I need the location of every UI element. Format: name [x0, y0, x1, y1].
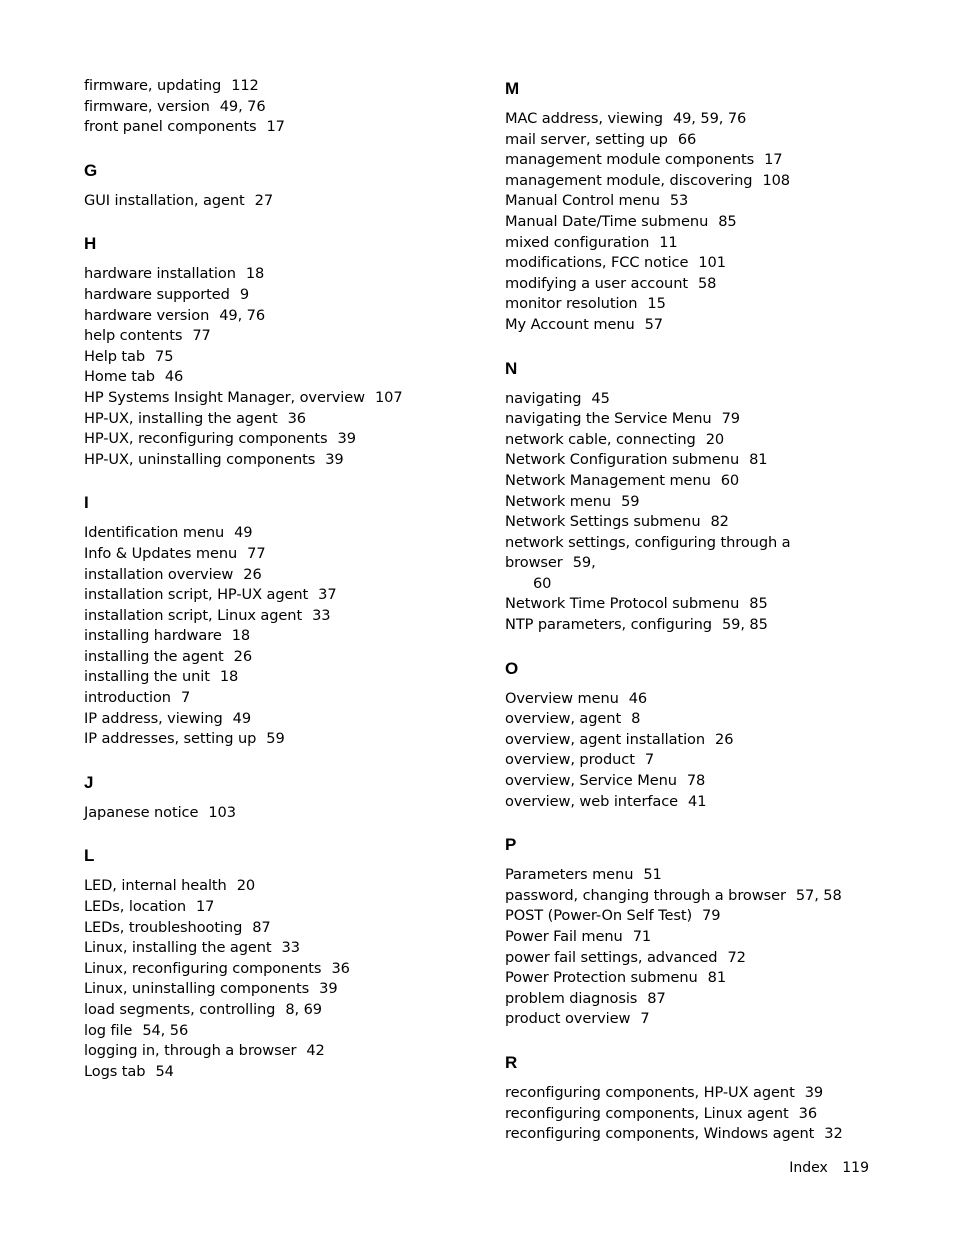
index-term: Info & Updates menu — [84, 544, 238, 562]
index-page-refs: 87 — [252, 918, 271, 936]
index-entry-power-fail-menu — [505, 927, 885, 948]
section-letter-heading: R — [505, 1052, 518, 1072]
index-term: reconfiguring components, HP-UX agent — [505, 1083, 795, 1101]
section-letter-heading: L — [84, 846, 95, 866]
index-page-refs: 59 — [621, 492, 640, 510]
index-page-refs: 7 — [180, 689, 191, 707]
index-term: navigating the Service Menu — [505, 410, 712, 428]
index-entry-list — [84, 523, 464, 750]
index-entry-overview-agent-installation — [505, 730, 885, 751]
index-entry-overview-agent — [505, 709, 885, 730]
index-entry-installation-script-hp-ux-agent — [84, 585, 464, 606]
section-letter-heading: N — [505, 358, 518, 378]
index-term: logging in, through a browser — [84, 1042, 297, 1060]
index-entry-linux-reconfiguring-components — [84, 959, 464, 980]
index-section-o — [505, 658, 885, 813]
index-section-l — [84, 845, 464, 1082]
index-entry-overview-product — [505, 750, 885, 771]
index-entry-monitor-resolution — [505, 294, 885, 315]
index-term: Linux, uninstalling components — [84, 980, 310, 998]
index-term: My Account menu — [505, 315, 635, 333]
index-term: LED, internal health — [84, 877, 227, 895]
footer-page-number: 119 — [842, 1160, 869, 1176]
index-page-refs: 18 — [245, 265, 265, 283]
index-term: problem diagnosis — [505, 989, 638, 1007]
index-term: mixed configuration — [505, 233, 650, 251]
index-term: network cable, connecting — [505, 430, 696, 448]
index-term: HP-UX, reconfiguring components — [84, 430, 328, 448]
index-term: installing the unit — [84, 668, 210, 686]
index-entry-installation-overview — [84, 565, 464, 586]
index-page-refs-continued: 60 — [533, 574, 552, 592]
index-page-refs: 54 — [155, 1062, 174, 1080]
index-term: overview, agent — [505, 710, 622, 728]
index-term: Network Configuration submenu — [505, 451, 740, 469]
index-entry-logs-tab — [84, 1062, 464, 1083]
index-page-refs: 18 — [231, 627, 251, 645]
index-entry-installing-the-agent — [84, 647, 464, 668]
index-entry-list — [505, 389, 885, 636]
index-entry-log-file — [84, 1021, 464, 1042]
index-term: Manual Control menu — [505, 192, 660, 210]
index-entry-network-configuration-submenu — [505, 450, 885, 471]
index-section-j — [84, 772, 464, 824]
index-page-refs: 39 — [319, 980, 338, 998]
index-page-refs: 26 — [715, 730, 734, 748]
index-page-refs: 39 — [325, 450, 344, 468]
index-entry-network-management-menu — [505, 471, 885, 492]
index-page-refs: 45 — [591, 389, 610, 407]
index-entry-gui-installation-agent — [84, 191, 464, 212]
index-entry-password-changing-through-a-browser — [505, 886, 885, 907]
section-letter-heading: H — [84, 234, 97, 254]
index-term: LEDs, location — [84, 898, 186, 916]
index-term: MAC address, viewing — [505, 110, 663, 127]
index-term: Manual Date/Time submenu — [505, 212, 709, 230]
index-page-refs: 66 — [677, 130, 697, 148]
index-page-refs: 103 — [208, 803, 236, 821]
index-entry-installing-hardware — [84, 626, 464, 647]
index-entry-info-updates-menu — [84, 544, 464, 565]
index-term: NTP parameters, configuring — [505, 616, 712, 634]
index-section-g — [84, 160, 464, 212]
index-page-refs: 87 — [647, 989, 666, 1007]
index-term: management module components — [505, 151, 755, 169]
index-page-refs: 57 — [644, 315, 663, 333]
index-entry-post-power-on-self-test — [505, 906, 885, 927]
index-entry-list — [84, 803, 464, 824]
index-section-h — [84, 233, 464, 470]
index-term: Linux, reconfiguring components — [84, 959, 322, 977]
index-entry-overview-web-interface — [505, 792, 885, 813]
index-page-refs: 57, 58 — [795, 886, 842, 904]
index-page-refs: 7 — [640, 1010, 650, 1028]
section-letter-heading: P — [505, 835, 517, 855]
index-page-refs: 8, 69 — [285, 1001, 322, 1018]
index-term: log file — [84, 1021, 133, 1039]
index-section-f-continued — [84, 76, 464, 138]
index-entry-mail-server-setting-up — [505, 130, 885, 151]
index-page-refs: 39 — [337, 430, 356, 448]
index-term: Home tab — [84, 368, 155, 386]
index-entry-list — [84, 876, 464, 1082]
index-page-refs: 39 — [804, 1083, 824, 1101]
index-page-refs: 27 — [254, 191, 274, 209]
index-term: installing the agent — [84, 647, 224, 665]
index-page-refs: 11 — [659, 233, 678, 251]
index-page-refs: 58 — [697, 274, 717, 292]
index-page-refs: 7 — [644, 751, 655, 769]
index-page-refs: 36 — [798, 1104, 818, 1122]
index-entry-load-segments-controlling — [84, 1000, 464, 1021]
index-page-refs: 49 — [232, 709, 252, 727]
index-page-refs: 32 — [824, 1125, 843, 1143]
index-page-refs: 15 — [647, 295, 666, 313]
index-entry-led-internal-health — [84, 876, 464, 897]
index-entry-parameters-menu — [505, 865, 885, 886]
index-entry-network-time-protocol-submenu — [505, 594, 885, 615]
index-page-refs: 108 — [762, 171, 790, 189]
index-section-m — [505, 78, 885, 336]
index-page-refs: 49, 76 — [219, 97, 266, 115]
index-entry-modifications-fcc-notice — [505, 253, 885, 274]
index-entry-installation-script-linux-agent — [84, 606, 464, 627]
index-entry-modifying-a-user-account — [505, 274, 885, 295]
index-page-refs: 46 — [628, 689, 648, 707]
index-term: Logs tab — [84, 1062, 146, 1080]
index-entry-problem-diagnosis — [505, 989, 885, 1010]
index-page-refs: 101 — [698, 254, 726, 272]
index-page-refs: 59 — [266, 730, 285, 748]
index-page-refs: 59, 85 — [721, 616, 768, 634]
index-page-refs: 77 — [192, 327, 211, 345]
index-entry-hp-ux-installing-the-agent — [84, 409, 464, 430]
index-term: Parameters menu — [505, 866, 634, 884]
index-page-refs: 79 — [721, 410, 740, 428]
index-section-r — [505, 1052, 885, 1145]
index-page-refs: 17 — [764, 151, 783, 169]
index-entry-my-account-menu — [505, 315, 885, 336]
index-term: firmware, version — [84, 97, 210, 115]
index-term: installing hardware — [84, 627, 222, 645]
index-entry-home-tab — [84, 367, 464, 388]
index-term: overview, Service Menu — [505, 772, 677, 790]
index-term: Power Fail menu — [505, 928, 623, 945]
index-page-refs: 49 — [234, 524, 253, 542]
index-entry-reconfiguring-components-windows-agent — [505, 1124, 885, 1145]
index-term: POST (Power-On Self Test) — [505, 907, 693, 925]
index-term: LEDs, troubleshooting — [84, 918, 243, 936]
index-term: HP-UX, uninstalling components — [84, 450, 316, 468]
index-page-refs: 9 — [239, 285, 250, 303]
index-entry-mixed-configuration — [505, 233, 885, 254]
index-entry-reconfiguring-components-hp-ux-agent — [505, 1083, 885, 1104]
footer-section-label: Index — [789, 1160, 828, 1176]
index-entry-linux-uninstalling-components — [84, 979, 464, 1000]
index-entry-network-cable-connecting — [505, 430, 885, 451]
index-page-refs: 78 — [686, 772, 706, 790]
index-term: load segments, controlling — [84, 1001, 276, 1018]
index-page-refs: 53 — [669, 192, 689, 210]
section-letter-heading: M — [505, 79, 520, 98]
index-page-refs: 37 — [318, 586, 337, 604]
index-entry-manual-date-time-submenu — [505, 212, 885, 233]
index-page-refs: 60 — [720, 471, 740, 489]
index-page-refs: 72 — [727, 948, 746, 966]
index-entry-list — [505, 109, 885, 336]
index-page-refs: 85 — [749, 595, 768, 613]
index-page-refs: 77 — [247, 544, 266, 562]
index-entry-management-module-discovering — [505, 171, 885, 192]
index-page-refs: 20 — [236, 877, 256, 895]
section-letter-heading: G — [84, 160, 98, 180]
index-page-refs: 17 — [195, 898, 215, 916]
index-entry-network-menu — [505, 492, 885, 513]
index-entry-overview-service-menu — [505, 771, 885, 792]
index-term: hardware installation — [84, 265, 236, 283]
index-entry-linux-installing-the-agent — [84, 938, 464, 959]
index-entry-overview-menu — [505, 689, 885, 710]
index-term: Linux, installing the agent — [84, 939, 272, 957]
index-page-refs: 49, 76 — [219, 306, 266, 324]
index-page-refs: 42 — [306, 1042, 325, 1060]
index-entry-list — [84, 76, 464, 138]
index-term: reconfiguring components, Linux agent — [505, 1104, 789, 1122]
index-term: Japanese notice — [84, 803, 199, 821]
index-term: modifying a user account — [505, 274, 688, 292]
index-entry-help-tab — [84, 347, 464, 368]
index-entry-navigating-the-service-menu — [505, 409, 885, 430]
index-term: overview, web interface — [505, 792, 679, 810]
index-entry-product-overview — [505, 1009, 885, 1030]
index-entry-hardware-version — [84, 306, 464, 327]
index-entry-mac-address-viewing — [505, 109, 885, 130]
index-term: password, changing through a browser — [505, 886, 786, 904]
index-page-refs: 71 — [632, 928, 652, 945]
index-page-refs: 79 — [702, 907, 721, 925]
index-term: HP-UX, installing the agent — [84, 409, 278, 427]
index-entry-japanese-notice — [84, 803, 464, 824]
index-entry-installing-the-unit — [84, 667, 464, 688]
index-term: front panel components — [84, 118, 257, 136]
index-column-left — [84, 76, 464, 1082]
index-term: navigating — [505, 389, 582, 407]
index-entry-hp-ux-reconfiguring-components — [84, 429, 464, 450]
index-entry-ip-addresses-setting-up — [84, 729, 464, 750]
index-term: mail server, setting up — [505, 130, 668, 148]
index-page-refs: 17 — [266, 118, 285, 136]
index-section-i — [84, 492, 464, 750]
index-term: Identification menu — [84, 524, 225, 542]
index-entry-reconfiguring-components-linux-agent — [505, 1104, 885, 1125]
index-page-refs: 46 — [164, 368, 184, 386]
index-term: installation script, HP-UX agent — [84, 586, 309, 604]
index-section-p — [505, 834, 885, 1030]
index-term: IP addresses, setting up — [84, 730, 257, 748]
index-entry-firmware-version — [84, 97, 464, 118]
index-entry-list — [505, 1083, 885, 1145]
index-entry-list — [84, 264, 464, 470]
index-entry-power-fail-settings-advanced — [505, 948, 885, 969]
index-term: modifications, FCC notice — [505, 254, 689, 272]
index-entry-leds-troubleshooting — [84, 918, 464, 939]
index-entry-hardware-installation — [84, 264, 464, 285]
index-term: hardware version — [84, 306, 210, 324]
index-page-refs: 51 — [643, 866, 662, 884]
index-term: Network Time Protocol submenu — [505, 595, 740, 613]
index-entry-logging-in-through-a-browser — [84, 1041, 464, 1062]
index-term: Network menu — [505, 492, 612, 510]
index-column-right — [505, 78, 885, 1145]
index-page-refs: 85 — [718, 212, 737, 230]
index-term: HP Systems Insight Manager, overview — [84, 388, 365, 406]
index-term: hardware supported — [84, 285, 230, 303]
index-entry-manual-control-menu — [505, 191, 885, 212]
index-term: monitor resolution — [505, 295, 638, 313]
index-term: Network Settings submenu — [505, 513, 701, 531]
index-term: Network Management menu — [505, 471, 711, 489]
index-entry-list — [505, 689, 885, 813]
index-page-refs: 49, 59, 76 — [672, 110, 747, 127]
index-term: IP address, viewing — [84, 709, 223, 727]
index-term: firmware, updating — [84, 77, 222, 94]
index-entry-network-settings-configuring-through-a-browser — [505, 533, 885, 595]
index-page-refs: 59, — [572, 554, 596, 572]
index-page-refs: 41 — [688, 792, 707, 810]
index-entry-leds-location — [84, 897, 464, 918]
index-entry-power-protection-submenu — [505, 968, 885, 989]
index-page-refs: 112 — [231, 77, 259, 94]
index-entry-navigating — [505, 389, 885, 410]
index-page-refs: 33 — [312, 606, 331, 624]
index-page-refs: 81 — [707, 969, 727, 987]
index-entry-management-module-components — [505, 150, 885, 171]
index-page-refs: 81 — [749, 451, 768, 469]
index-page-refs: 36 — [287, 409, 306, 427]
section-letter-heading: J — [84, 772, 94, 792]
index-entry-list — [84, 191, 464, 212]
index-entry-introduction — [84, 688, 464, 709]
index-entry-hardware-supported — [84, 285, 464, 306]
index-term: help contents — [84, 327, 183, 345]
index-page-refs: 18 — [219, 668, 239, 686]
index-entry-ntp-parameters-configuring — [505, 615, 885, 636]
index-term: product overview — [505, 1010, 631, 1028]
index-entry-list — [505, 865, 885, 1030]
index-term: installation script, Linux agent — [84, 606, 303, 624]
index-section-n — [505, 358, 885, 636]
section-letter-heading: I — [84, 493, 89, 513]
index-page-refs: 26 — [233, 647, 253, 665]
index-page-refs: 82 — [710, 513, 729, 531]
index-entry-firmware-updating — [84, 76, 464, 97]
index-page-refs: 26 — [243, 565, 262, 583]
index-page-refs: 107 — [374, 388, 403, 406]
index-term: power fail settings, advanced — [505, 948, 718, 966]
index-entry-hp-ux-uninstalling-components — [84, 450, 464, 471]
index-term: installation overview — [84, 565, 234, 583]
index-entry-hp-systems-insight-manager-overview — [84, 388, 464, 409]
index-term: GUI installation, agent — [84, 191, 245, 209]
index-term: overview, agent installation — [505, 730, 706, 748]
index-term: introduction — [84, 689, 171, 707]
index-entry-network-settings-submenu — [505, 512, 885, 533]
index-term: overview, product — [505, 751, 635, 769]
index-entry-help-contents — [84, 326, 464, 347]
index-entry-front-panel-components — [84, 117, 464, 138]
index-entry-ip-address-viewing — [84, 709, 464, 730]
index-entry-identification-menu — [84, 523, 464, 544]
page-footer — [789, 1158, 869, 1178]
index-term: management module, discovering — [505, 171, 753, 189]
index-page-refs: 75 — [155, 347, 174, 365]
section-letter-heading: O — [505, 658, 519, 678]
index-page-refs: 54, 56 — [142, 1021, 189, 1039]
index-term: network settings, configuring through a browser — [505, 533, 791, 572]
index-term: Help tab — [84, 347, 146, 365]
index-page-refs: 8 — [631, 710, 641, 728]
index-page-refs: 20 — [705, 430, 725, 448]
index-term: Power Protection submenu — [505, 969, 698, 987]
index-page-refs: 36 — [331, 959, 350, 977]
index-term: Overview menu — [505, 689, 619, 707]
index-term: reconfiguring components, Windows agent — [505, 1125, 815, 1143]
index-page-refs: 33 — [281, 939, 300, 957]
